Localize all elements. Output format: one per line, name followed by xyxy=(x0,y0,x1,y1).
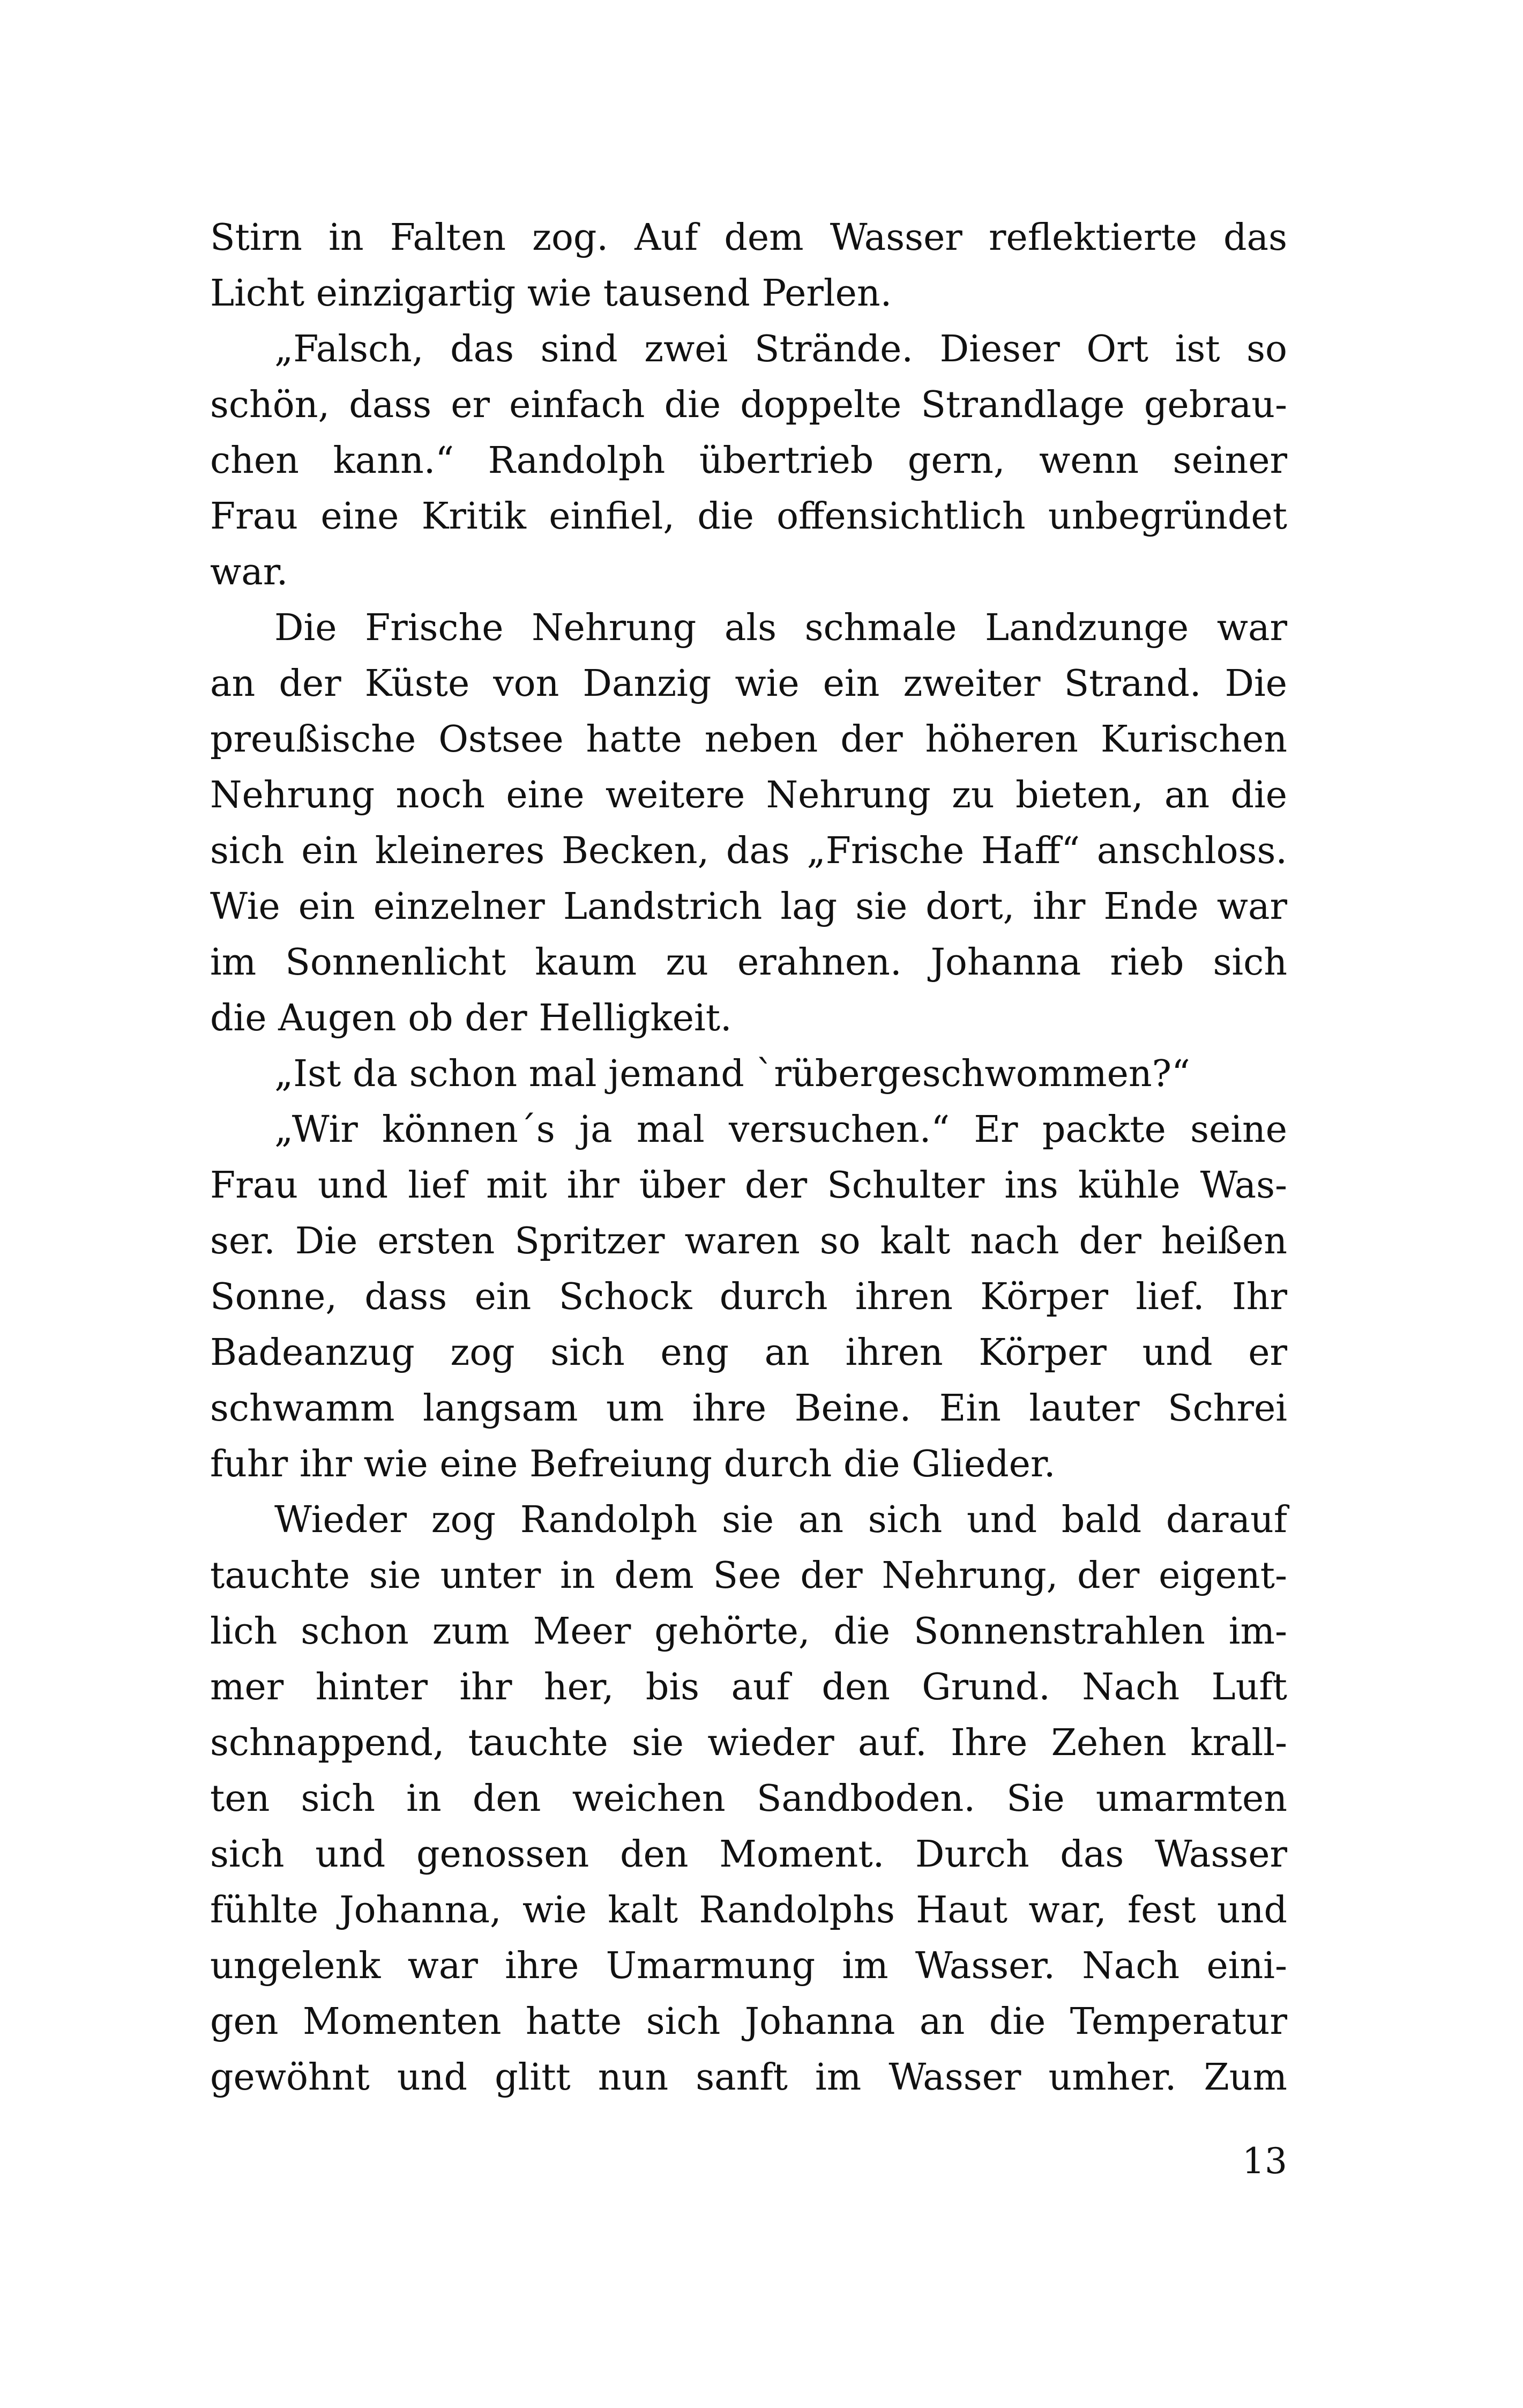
text-line: Frau und lief mit ihr über der Schulter ins kühle Was- xyxy=(210,1164,1287,1207)
text-line: Frau eine Kritik einfiel, die offensichtlich unbegründet xyxy=(210,495,1287,538)
text-line: Sonne, dass ein Schock durch ihren Körper lief. Ihr xyxy=(210,1276,1287,1318)
text-line: „Wir können´s ja mal versuchen.“ Er packte seine xyxy=(274,1109,1287,1151)
text-line: „Ist da schon mal jemand `rübergeschwommen?“ xyxy=(274,1053,1190,1095)
text-line: Wie ein einzelner Landstrich lag sie dort, ihr Ende war xyxy=(210,886,1287,928)
text-line: chen kann.“ Randolph übertrieb gern, wenn seiner xyxy=(210,440,1287,482)
text-line: „Falsch, das sind zwei Strände. Dieser Ort ist so xyxy=(274,328,1287,370)
text-line: schnappend, tauchte sie wieder auf. Ihre Zehen krall- xyxy=(210,1722,1287,1764)
text-line: Licht einzigartig wie tausend Perlen. xyxy=(210,272,892,315)
text-line: tauchte sie unter in dem See der Nehrung, der eigent- xyxy=(210,1555,1287,1597)
text-line: fühlte Johanna, wie kalt Randolphs Haut war, fest und xyxy=(210,1889,1287,1931)
text-line: gen Momenten hatte sich Johanna an die Temperatur xyxy=(210,2001,1287,2043)
text-line: ungelenk war ihre Umarmung im Wasser. Nach eini- xyxy=(210,1945,1287,1987)
text-line: im Sonnenlicht kaum zu erahnen. Johanna rieb sich xyxy=(210,941,1287,984)
text-line: gewöhnt und glitt nun sanft im Wasser umher. Zum xyxy=(210,2056,1287,2099)
text-line: sich ein kleineres Becken, das „Frische Haff“ anschloss. xyxy=(210,830,1287,872)
text-line: sich und genossen den Moment. Durch das Wasser xyxy=(210,1833,1287,1876)
text-line: ser. Die ersten Spritzer waren so kalt nach der heißen xyxy=(210,1220,1287,1262)
text-line: preußische Ostsee hatte neben der höheren Kurischen xyxy=(210,718,1287,761)
text-line: schön, dass er einfach die doppelte Strandlage gebrau- xyxy=(210,384,1287,426)
text-line: Wieder zog Randolph sie an sich und bald darauf xyxy=(274,1499,1287,1541)
text-line: mer hinter ihr her, bis auf den Grund. Nach Luft xyxy=(210,1666,1287,1708)
text-line: lich schon zum Meer gehörte, die Sonnenstrahlen im- xyxy=(210,1610,1287,1653)
text-line: Die Frische Nehrung als schmale Landzunge war xyxy=(274,607,1287,649)
text-line: war. xyxy=(210,551,288,593)
text-line: schwamm langsam um ihre Beine. Ein lauter Schrei xyxy=(210,1387,1287,1430)
text-line: Badeanzug zog sich eng an ihren Körper und er xyxy=(210,1332,1287,1374)
text-line: fuhr ihr wie eine Befreiung durch die Glieder. xyxy=(210,1443,1056,1485)
page-number: 13 xyxy=(1242,2141,1287,2182)
text-line: die Augen ob der Helligkeit. xyxy=(210,997,732,1039)
text-line: ten sich in den weichen Sandboden. Sie umarmten xyxy=(210,1778,1287,1820)
text-line: Stirn in Falten zog. Auf dem Wasser reflektierte das xyxy=(210,217,1287,259)
text-line: Nehrung noch eine weitere Nehrung zu bieten, an die xyxy=(210,774,1287,816)
text-line: an der Küste von Danzig wie ein zweiter Strand. Die xyxy=(210,663,1287,705)
